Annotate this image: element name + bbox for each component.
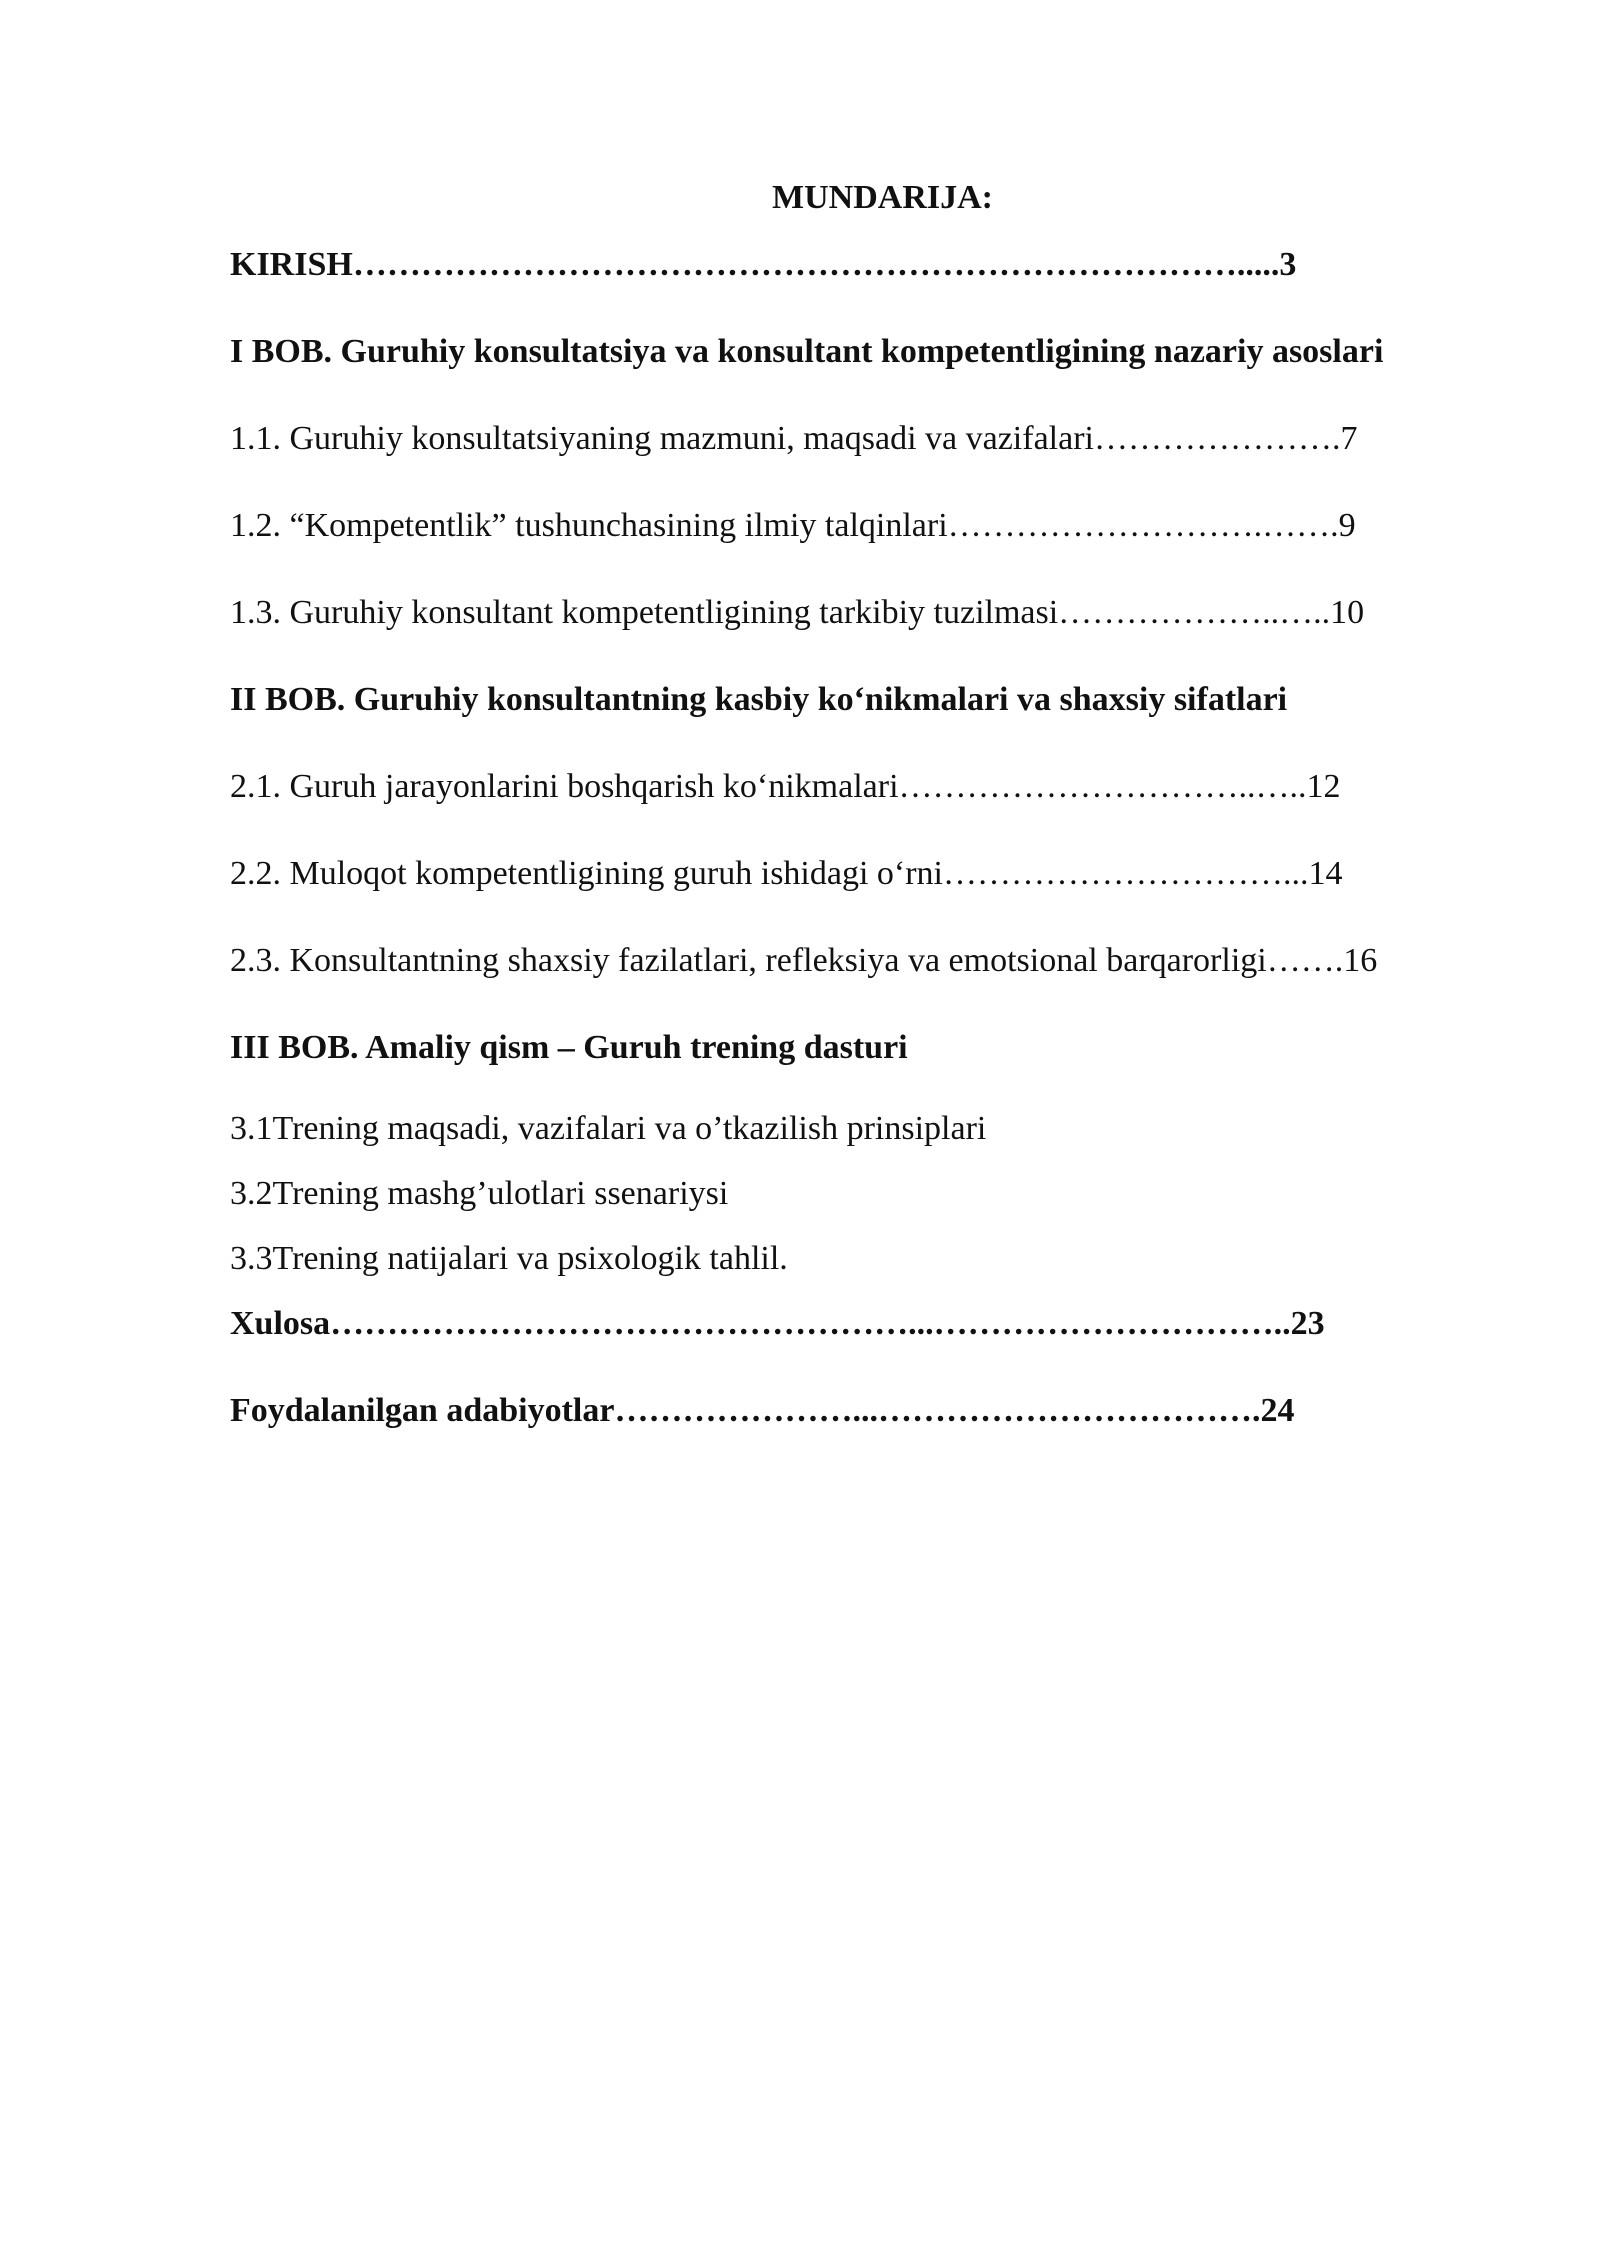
toc-chapter-3: III BOB. Amaliy qism – Guruh trening dasturi bbox=[230, 1029, 908, 1066]
toc-entry-adabiyotlar: Foydalanilgan adabiyotlar…………………...…………………………….24 bbox=[230, 1392, 1295, 1429]
toc-entry-3-1: 3.1Trening maqsadi, vazifalari va o’tkazilish prinsiplari bbox=[230, 1110, 987, 1147]
toc-entry-1-1: 1.1. Guruhiy konsultatsiyaning mazmuni, maqsadi va vazifalari………………….7 bbox=[230, 420, 1358, 457]
toc-title: MUNDARIJA: bbox=[772, 179, 993, 216]
toc-entry-2-3: 2.3. Konsultantning shaxsiy fazilatlari, refleksiya va emotsional barqarorligi…….16 bbox=[230, 942, 1378, 979]
toc-entry-1-2: 1.2. “Kompetentlik” tushunchasining ilmiy talqinlari……………………….…….9 bbox=[230, 507, 1356, 544]
toc-entry-2-1: 2.1. Guruh jarayonlarini boshqarish ko‘nikmalari…………………………..…..12 bbox=[230, 768, 1341, 805]
table-of-contents bbox=[230, 170, 1495, 1443]
toc-chapter-2: II BOB. Guruhiy konsultantning kasbiy ko‘nikmalari va shaxsiy sifatlari bbox=[230, 681, 1288, 718]
toc-entry-kirish: KIRISH…………………………………………………………………….....3 bbox=[230, 246, 1297, 283]
toc-entry-1-3: 1.3. Guruhiy konsultant kompetentligining tarkibiy tuzilmasi………………..…..10 bbox=[230, 594, 1365, 631]
toc-entry-xulosa: Xulosa……………………………………………...…………………………..23 bbox=[230, 1305, 1325, 1342]
toc-chapter-1: I BOB. Guruhiy konsultatsiya va konsultant kompetentligining nazariy asoslari bbox=[230, 333, 1384, 370]
toc-entry-3-3: 3.3Trening natijalari va psixologik tahlil. bbox=[230, 1240, 788, 1277]
toc-entry-3-2: 3.2Trening mashg’ulotlari ssenariysi bbox=[230, 1175, 729, 1212]
toc-entry-2-2: 2.2. Muloqot kompetentligining guruh ishidagi o‘rni…………………………...14 bbox=[230, 855, 1343, 892]
